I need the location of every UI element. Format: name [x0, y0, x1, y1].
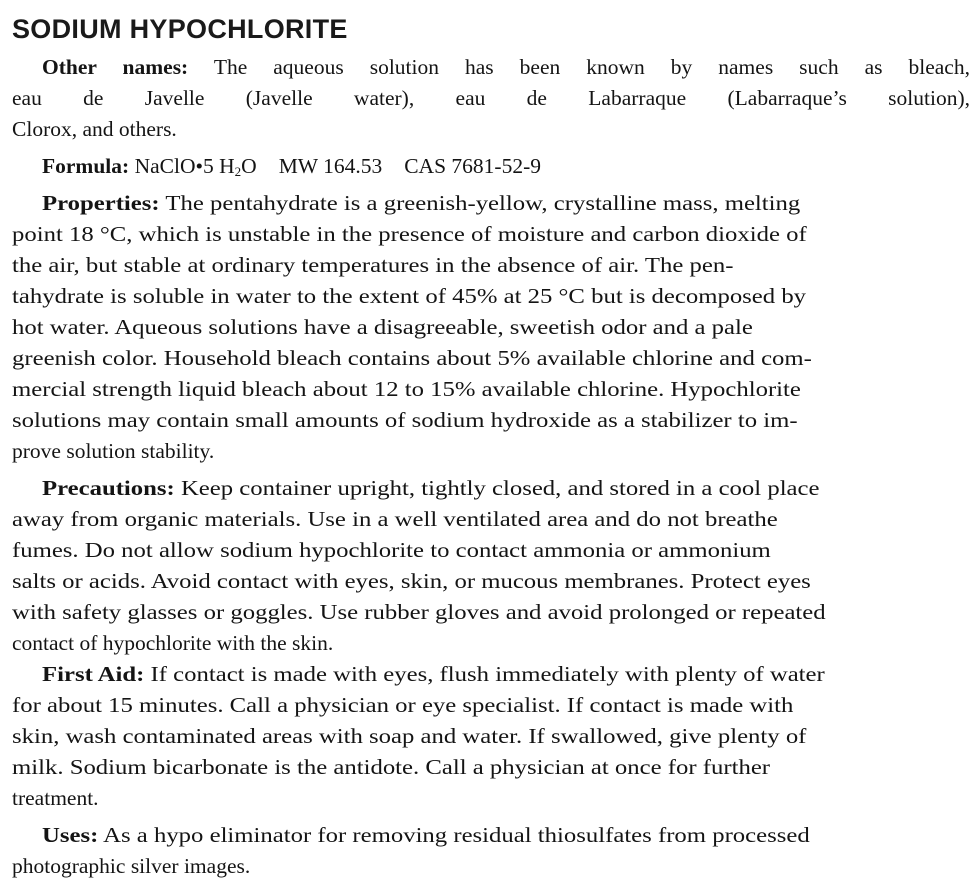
text-line: [12, 820, 970, 851]
text-line: the air, but stable at ordinary temperatures in the absence of air. The pen-: [12, 253, 734, 277]
section-label: Precautions:: [42, 476, 175, 500]
section-label: Other names:: [42, 55, 189, 79]
text-line: Clorox, and others.: [12, 117, 177, 141]
formula-main: NaClO•5 H: [134, 154, 235, 178]
text-line: for about 15 minutes. Call a physician or eye specialist. If contact is made with: [12, 693, 794, 717]
section-text: The pentahydrate is a greenish-yellow, crystalline mass, melting: [165, 191, 801, 215]
text-line: [12, 188, 970, 219]
section-other-names: [12, 52, 970, 145]
text-line: [12, 52, 970, 83]
text-line: solutions may contain small amounts of sodium hydroxide as a stabilizer to im-: [12, 408, 798, 432]
section-uses: [12, 820, 970, 882]
text-line: hot water. Aqueous solutions have a disagreeable, sweetish odor and a pale: [12, 315, 753, 339]
text-line: salts or acids. Avoid contact with eyes, skin, or mucous membranes. Protect eyes: [12, 569, 811, 593]
text-line: contact of hypochlorite with the skin.: [12, 631, 334, 655]
section-properties: [12, 188, 970, 467]
document-page: [12, 0, 970, 882]
text-line: milk. Sodium bicarbonate is the antidote. Call a physician at once for further: [12, 755, 771, 779]
formula-end: O: [241, 154, 257, 178]
text-line: with safety glasses or goggles. Use rubber gloves and avoid prolonged or repeated: [12, 600, 826, 624]
text-line: fumes. Do not allow sodium hypochlorite to contact ammonia or ammonium: [12, 538, 771, 562]
text-line: mercial strength liquid bleach about 12 to 15% available chlorine. Hypochlorite: [12, 377, 801, 401]
section-label: Formula:: [42, 154, 130, 178]
text-line: tahydrate is soluble in water to the extent of 45% at 25 °C but is decomposed by: [12, 284, 807, 308]
text-line: prove solution stability.: [12, 439, 215, 463]
section-text: Keep container upright, tightly closed, and stored in a cool place: [180, 476, 820, 500]
section-label: Uses:: [42, 823, 99, 847]
section-label: Properties:: [42, 191, 160, 215]
page-title: SODIUM HYPOCHLORITE: [12, 14, 348, 44]
text-line: skin, wash contaminated areas with soap and water. If swallowed, give plenty of: [12, 724, 807, 748]
section-text: If contact is made with eyes, flush immediately with plenty of water: [150, 662, 825, 686]
molecular-weight: MW 164.53: [278, 154, 383, 178]
section-label: First Aid:: [42, 662, 145, 686]
text-line: [12, 659, 970, 690]
text-line: greenish color. Household bleach contains about 5% available chlorine and com-: [12, 346, 812, 370]
formula-subscript: 2: [234, 164, 242, 179]
section-first-aid: [12, 659, 970, 814]
formula-value: [135, 154, 257, 178]
text-line: photographic silver images.: [12, 854, 251, 878]
text-line: eau de Javelle (Javelle water), eau de Labarraque (Labarraque’s solution),: [12, 86, 970, 110]
section-text: As a hypo eliminator for removing residual thiosulfates from processed: [103, 823, 810, 847]
section-precautions: [12, 473, 970, 659]
text-line: point 18 °C, which is unstable in the presence of moisture and carbon dioxide of: [12, 222, 807, 246]
cas-number: CAS 7681-52-9: [404, 154, 541, 178]
text-line: away from organic materials. Use in a well ventilated area and do not breathe: [12, 507, 778, 531]
text-line: [12, 473, 970, 504]
section-text: The aqueous solution has been known by names such as bleach,: [213, 55, 970, 79]
text-line: treatment.: [12, 786, 99, 810]
section-formula: [12, 151, 970, 182]
